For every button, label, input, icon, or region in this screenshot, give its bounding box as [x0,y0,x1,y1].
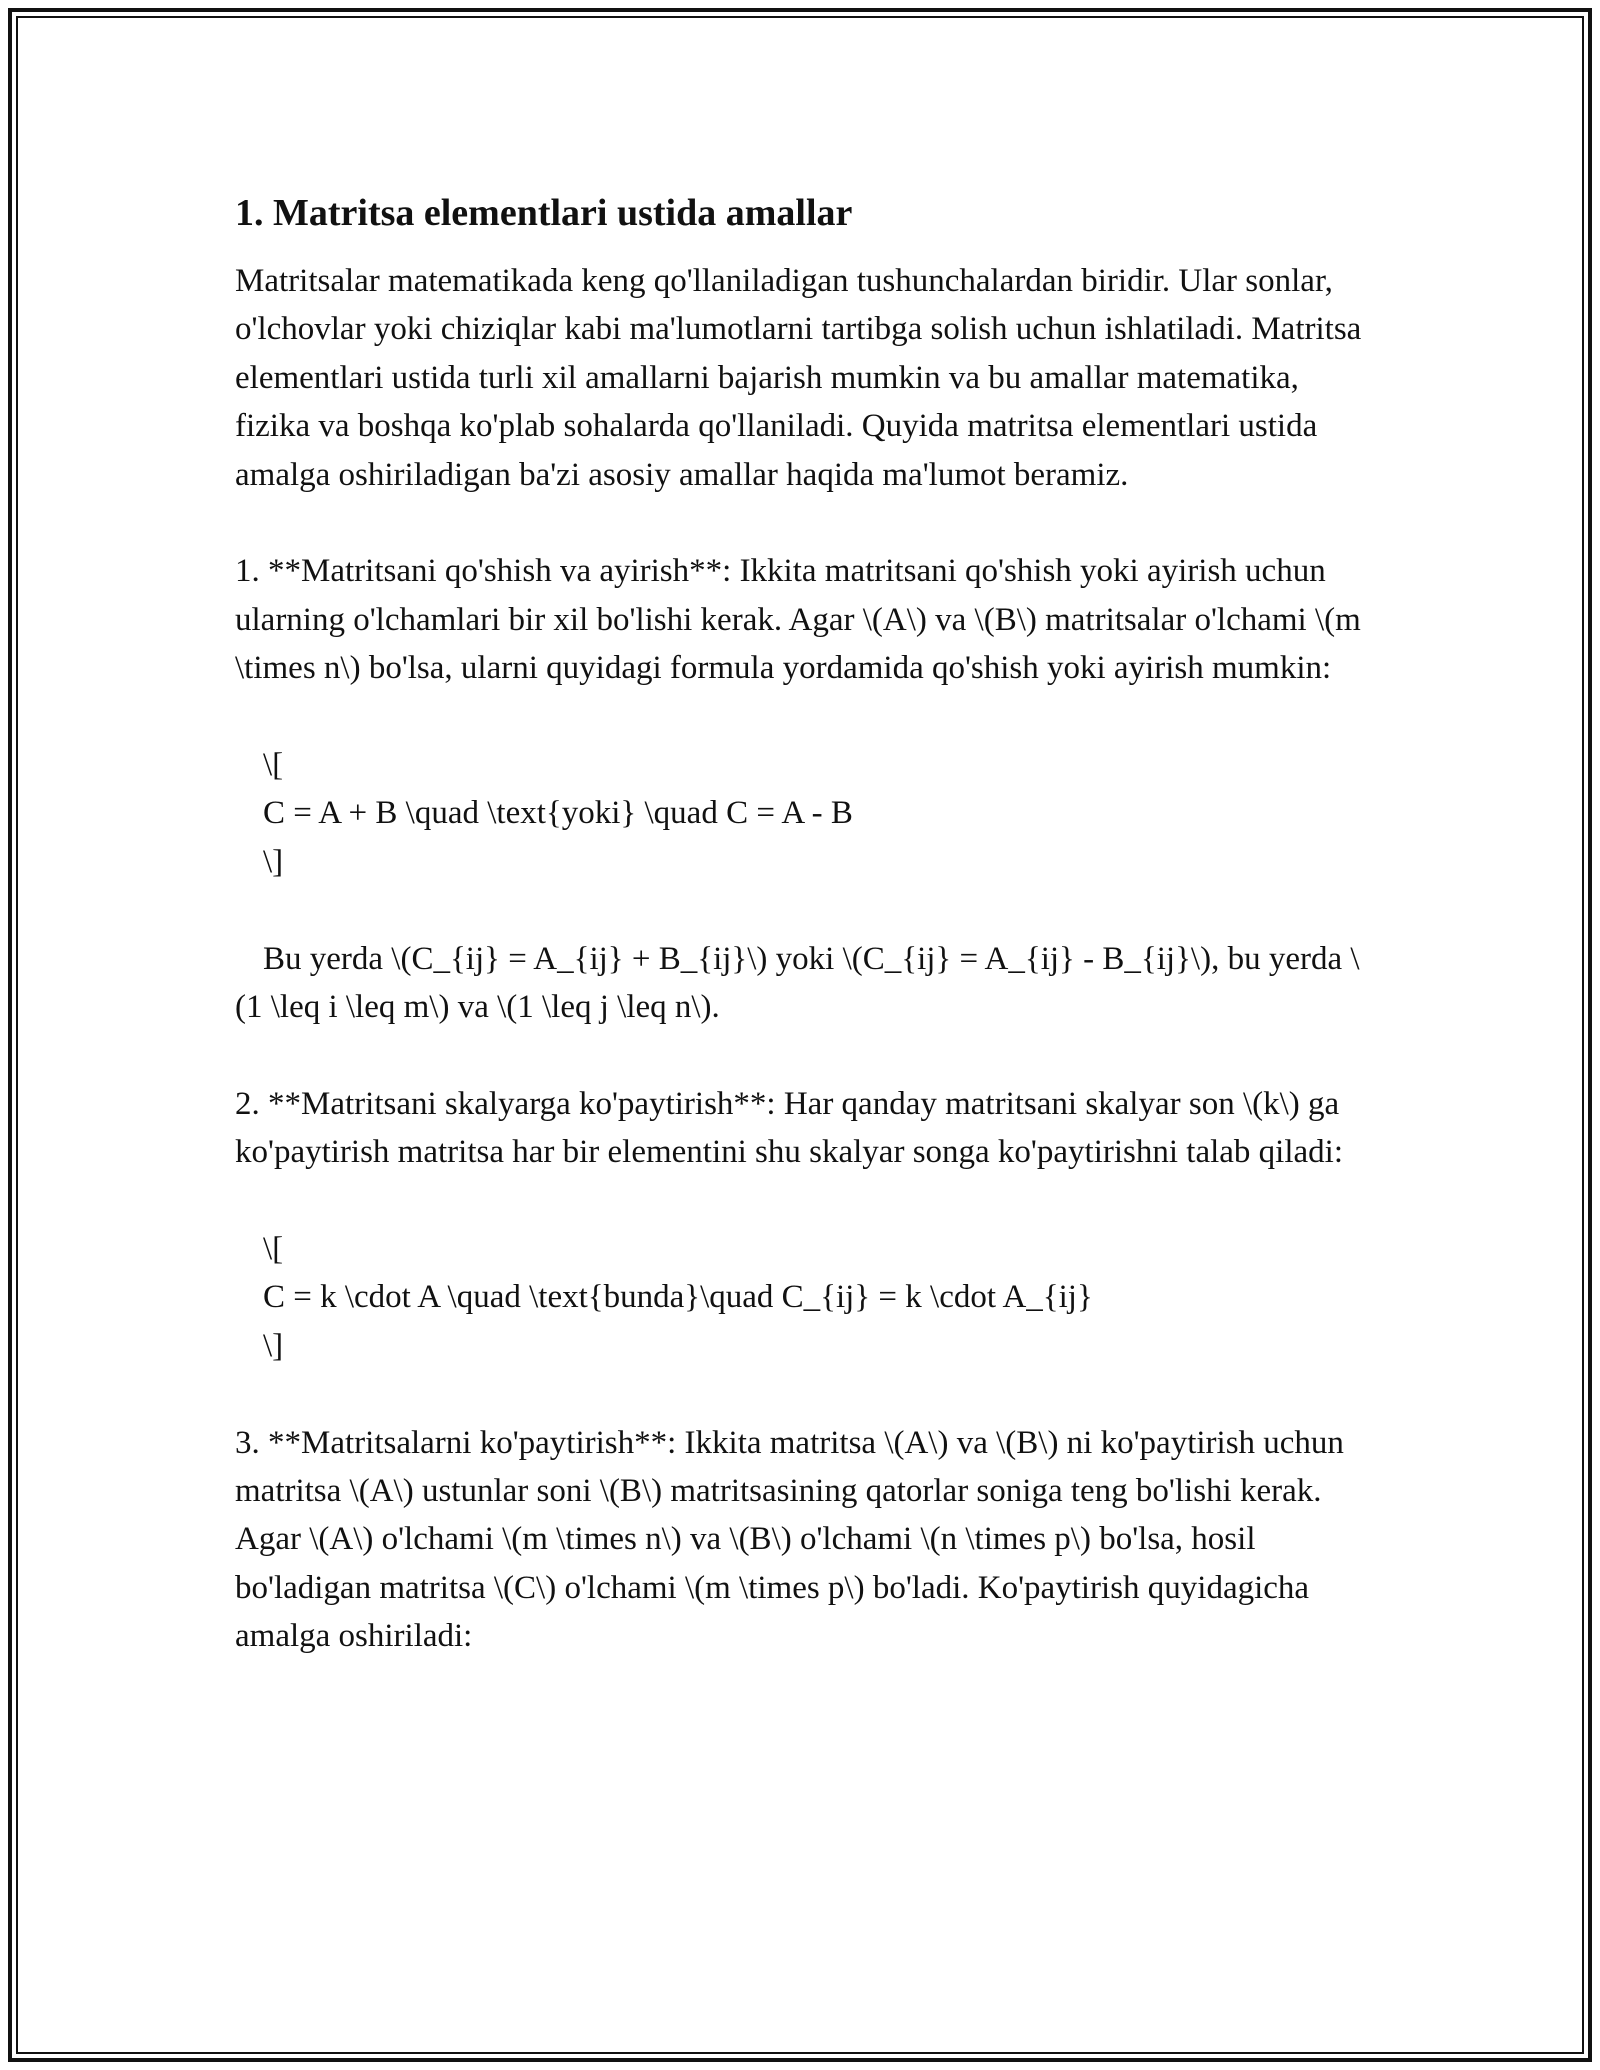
item-2-formula-close: \] [263,1327,284,1364]
intro-paragraph: Matritsalar matematikada keng qo'llaniladigan tushunchalardan biridir. Ular sonlar, o'lchovlar yoki chiziqlar kabi ma'lumotlarni tartibga solish uchun ishlatiladi. Matritsa elementlari ustida turli xil amallarni bajarish mumkin va bu amallar matematika, fizika va boshqa ko'plab sohalarda qo'llaniladi. Quyida matritsa elementlari ustida amalga oshiriladigan ba'zi asosiy amallar haqida ma'lumot beramiz. [235,263,1362,493]
spacer [235,1177,1370,1225]
document-body [235,186,1370,1661]
section-heading: 1. Matritsa elementlari ustida amallar [235,192,853,234]
spacer [235,1370,1370,1418]
item-1-formula-open: \[ [263,747,284,784]
item-2-text: 2. **Matritsani skalyarga ko'paytirish**: Har qanday matritsani skalyar son \(k\) ga ko'paytirish matritsa har bir elementini shu skalyar songa ko'paytirishni talab qiladi: [235,1085,1343,1171]
item-1-formula-close: \] [263,843,284,880]
item-1-formula: C = A + B \quad \text{yoki} \quad C = A - B [263,795,853,832]
spacer [235,886,1370,934]
spacer [235,1031,1370,1079]
spacer [235,499,1370,547]
spacer [235,693,1370,741]
item-1-text: 1. **Matritsani qo'shish va ayirish**: Ikkita matritsani qo'shish yoki ayirish uchun ularning o'lchamlari bir xil bo'lishi kerak. Agar \(A\) va \(B\) matritsalar o'lchami \(m \times n\) bo'lsa, ularni quyidagi formula yordamida qo'shish yoki ayirish mumkin: [235,553,1361,687]
item-2-formula-open: \[ [263,1231,284,1268]
item-2-formula: C = k \cdot A \quad \text{bunda}\quad C_{ij} = k \cdot A_{ij} [263,1279,1093,1316]
item-1-note-text: Bu yerda \(C_{ij} = A_{ij} + B_{ij}\) yoki \(C_{ij} = A_{ij} - B_{ij}\), bu yerda \(1 \leq i \leq m\) va \(1 \leq j \leq n\). [235,940,1360,1026]
item-3-text: 3. **Matritsalarni ko'paytirish**: Ikkita matritsa \(A\) va \(B\) ni ko'paytirish uchun matritsa \(A\) ustunlar soni \(B\) matritsasining qatorlar soniga teng bo'lishi kerak. Agar \(A\) o'lchami \(m \times n\) va \(B\) o'lchami \(n \times p\) bo'lsa, hosil bo'ladigan matritsa \(C\) o'lchami \(m \times p\) bo'ladi. Ko'paytirish quyidagicha amalga oshiriladi: [235,1424,1344,1655]
item-1-note [235,935,1370,1032]
